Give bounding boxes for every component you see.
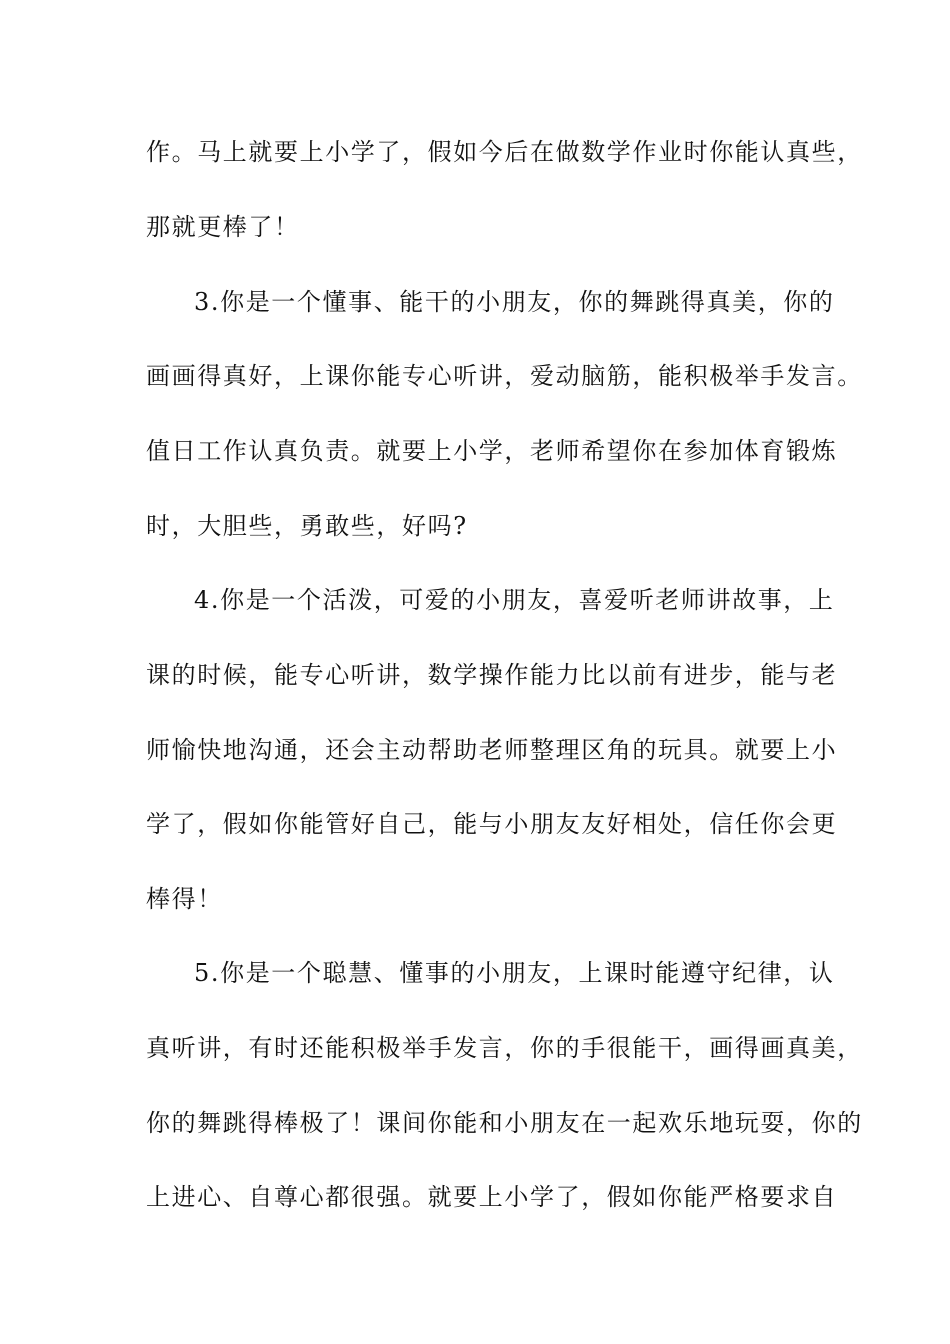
- text-line: 真听讲，有时还能积极举手发言，你的手很能干，画得画真美，: [146, 1034, 863, 1062]
- text-line: 上进心、自尊心都很强。就要上小学了，假如你能严格要求自: [146, 1183, 838, 1211]
- text-line: 棒得！: [146, 885, 223, 913]
- text-line: 时，大胆些，勇敢些，好吗?: [146, 512, 468, 540]
- paragraph-4-start: 4.你是一个活泼，可爱的小朋友，喜爱听老师讲故事，上: [194, 586, 835, 614]
- text-line: 作。马上就要上小学了，假如今后在做数学作业时你能认真些，: [146, 138, 863, 166]
- text-line: 课的时候，能专心听讲，数学操作能力比以前有进步，能与老: [146, 661, 838, 689]
- paragraph-5-start: 5.你是一个聪慧、懂事的小朋友，上课时能遵守纪律，认: [194, 959, 835, 987]
- text-line: 画画得真好，上课你能专心听讲，爱动脑筋，能积极举手发言。: [146, 362, 863, 390]
- text-line: 学了，假如你能管好自己，能与小朋友友好相处，信任你会更: [146, 810, 838, 838]
- text-line: 那就更棒了！: [146, 213, 300, 241]
- text-line: 师愉快地沟通，还会主动帮助老师整理区角的玩具。就要上小: [146, 736, 838, 764]
- text-line: 你的舞跳得棒极了！课间你能和小朋友在一起欢乐地玩耍，你的: [146, 1109, 863, 1137]
- paragraph-3-start: 3.你是一个懂事、能干的小朋友，你的舞跳得真美，你的: [194, 288, 835, 316]
- text-line: 值日工作认真负责。就要上小学，老师希望你在参加体育锻炼: [146, 437, 838, 465]
